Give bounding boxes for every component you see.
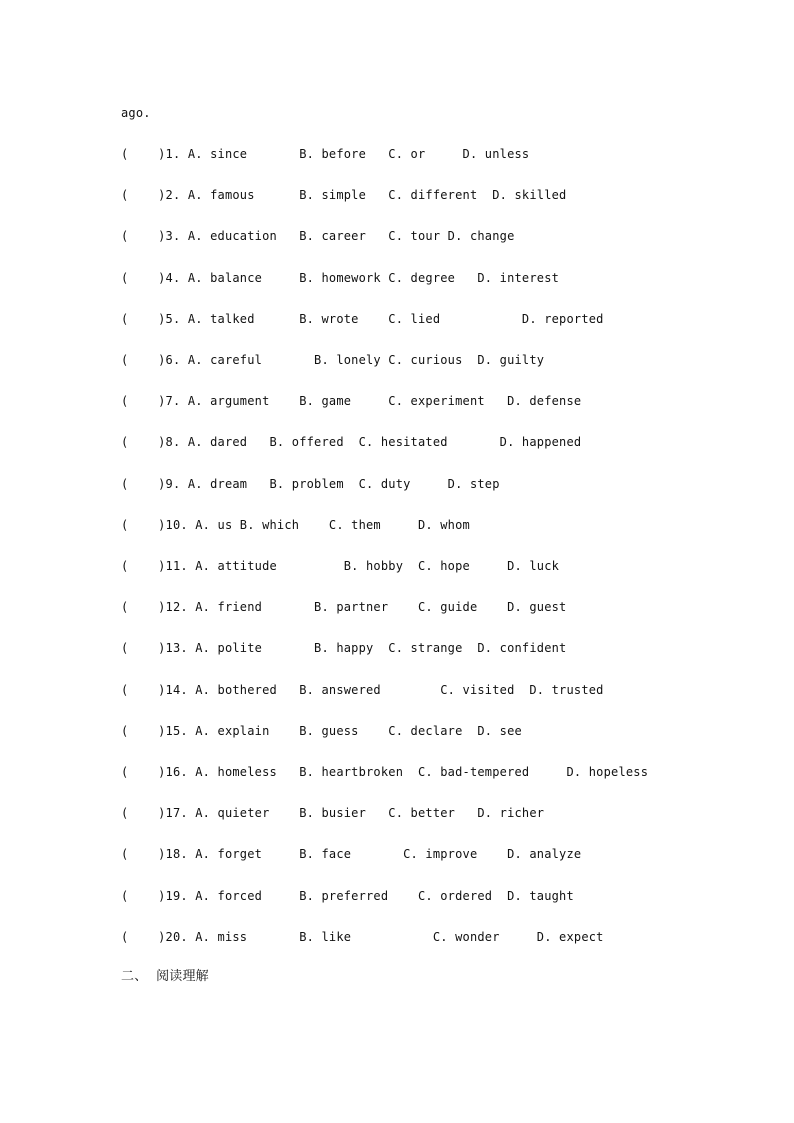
- question-16: ( )16. A. homeless B. heartbroken C. bad-tempered D. hopeless: [121, 765, 649, 779]
- question-18: ( )18. A. forget B. face C. improve D. analyze: [121, 847, 582, 861]
- question-2: ( )2. A. famous B. simple C. different D. skilled: [121, 188, 567, 202]
- question-9: ( )9. A. dream B. problem C. duty D. step: [121, 477, 500, 491]
- question-6: ( )6. A. careful B. lonely C. curious D. guilty: [121, 353, 545, 367]
- question-15: ( )15. A. explain B. guess C. declare D. see: [121, 724, 522, 738]
- question-10: ( )10. A. us B. which C. them D. whom: [121, 518, 470, 532]
- question-5: ( )5. A. talked B. wrote C. lied D. reported: [121, 312, 604, 326]
- question-12: ( )12. A. friend B. partner C. guide D. guest: [121, 600, 567, 614]
- question-1: ( )1. A. since B. before C. or D. unless: [121, 147, 530, 161]
- question-20: ( )20. A. miss B. like C. wonder D. expect: [121, 930, 604, 944]
- continuation-text: ago.: [121, 106, 151, 120]
- question-3: ( )3. A. education B. career C. tour D. change: [121, 229, 515, 243]
- question-17: ( )17. A. quieter B. busier C. better D. richer: [121, 806, 545, 820]
- question-8: ( )8. A. dared B. offered C. hesitated D. happened: [121, 435, 582, 449]
- question-11: ( )11. A. attitude B. hobby C. hope D. luck: [121, 559, 560, 573]
- question-13: ( )13. A. polite B. happy C. strange D. confident: [121, 641, 567, 655]
- question-19: ( )19. A. forced B. preferred C. ordered D. taught: [121, 889, 574, 903]
- question-14: ( )14. A. bothered B. answered C. visited D. trusted: [121, 683, 604, 697]
- question-4: ( )4. A. balance B. homework C. degree D. interest: [121, 271, 560, 285]
- section-heading: 二、 阅读理解: [121, 969, 209, 984]
- question-7: ( )7. A. argument B. game C. experiment D. defense: [121, 394, 582, 408]
